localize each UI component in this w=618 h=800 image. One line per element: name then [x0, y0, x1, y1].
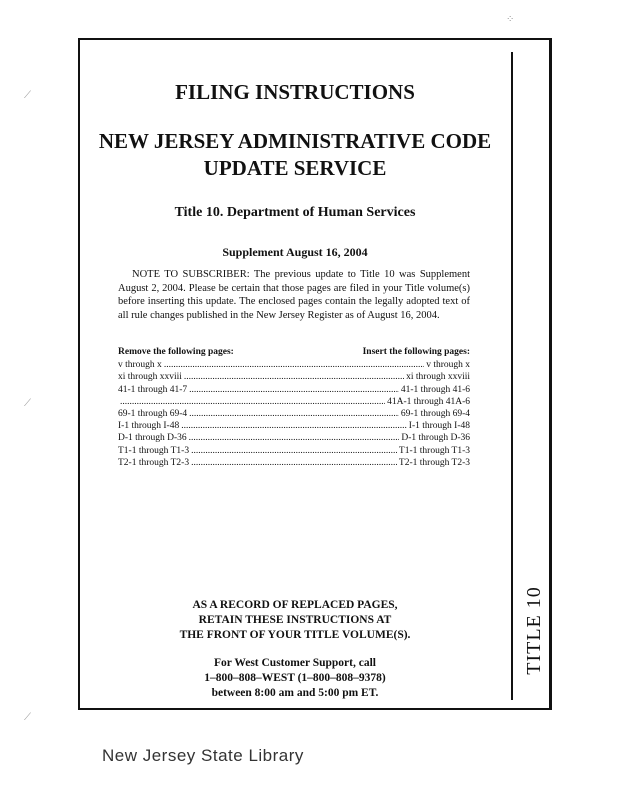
insert-pages: xi through xxviii — [406, 372, 470, 383]
insert-header: Insert the following pages: — [362, 347, 470, 357]
scan-speck-mark: ⟋ — [24, 398, 31, 409]
table-row — [118, 384, 470, 396]
scan-speck-mark: ⁘ — [506, 14, 515, 25]
table-row — [118, 420, 470, 432]
scan-speck-mark: ⟋ — [24, 90, 31, 101]
insert-pages: v through x — [426, 360, 470, 371]
insert-pages: 41A-1 through 41A-6 — [387, 396, 470, 407]
record-notice — [90, 598, 500, 643]
insert-pages: T1-1 through T1-3 — [398, 445, 470, 456]
table-row — [118, 445, 470, 457]
remove-pages: D-1 through D-36 — [118, 433, 187, 444]
insert-pages: T2-1 through T2-3 — [398, 457, 470, 468]
support-phone: 1–800–808–WEST (1–800–808–9378) — [204, 672, 386, 684]
table-row — [118, 457, 470, 469]
insert-pages: I-1 through I-48 — [408, 421, 470, 432]
title-line: Title 10. Department of Human Services — [174, 205, 416, 220]
title-tab — [516, 580, 552, 680]
scan-speck-mark: ⟋ — [24, 712, 31, 723]
remove-header: Remove the following pages: — [118, 347, 234, 357]
remove-pages: xi through xxviii — [118, 372, 182, 383]
table-row — [118, 359, 470, 371]
code-title-line2: UPDATE SERVICE — [203, 156, 387, 180]
table-row — [118, 396, 470, 408]
insert-pages: 69-1 through 69-4 — [400, 409, 470, 420]
record-line: RETAIN THESE INSTRUCTIONS AT — [198, 614, 392, 626]
record-line: AS A RECORD OF REPLACED PAGES, — [192, 599, 398, 611]
remove-pages: T2-1 through T2-3 — [118, 457, 190, 468]
insert-pages: 41-1 through 41-6 — [400, 384, 470, 395]
table-row — [118, 371, 470, 383]
insert-pages: D-1 through D-36 — [401, 433, 470, 444]
remove-pages: 41-1 through 41-7 — [118, 384, 188, 395]
remove-pages: v through x — [118, 360, 162, 371]
table-header — [118, 346, 470, 358]
subscriber-note: NOTE TO SUBSCRIBER: The previous update to Title 10 was Supplement August 2, 2004. Please be certain that those pages are filed in your Title volume(s) before inserting this update. The enclosed pages contain the legally adopted text of all rule changes published in the New Jersey Register as of August 16, 2004. — [118, 269, 470, 321]
tab-divider — [511, 52, 513, 700]
customer-support — [90, 656, 500, 701]
remove-pages: 69-1 through 69-4 — [118, 409, 188, 420]
supplement-date: Supplement August 16, 2004 — [222, 245, 368, 259]
remove-pages: I-1 through I-48 — [118, 421, 180, 432]
library-stamp: New Jersey State Library — [102, 746, 304, 765]
remove-pages: T1-1 through T1-3 — [118, 445, 190, 456]
title-tab-label: TITLE 10 — [522, 585, 545, 675]
table-row — [118, 408, 470, 420]
filing-instructions-heading: FILING INSTRUCTIONS — [175, 80, 415, 104]
code-title-line1: NEW JERSEY ADMINISTRATIVE CODE — [98, 129, 492, 153]
record-line: THE FRONT OF YOUR TITLE VOLUME(S). — [179, 629, 411, 641]
page-replacement-table — [118, 346, 470, 469]
support-line: For West Customer Support, call — [214, 657, 376, 669]
code-title — [90, 128, 500, 182]
support-hours: between 8:00 am and 5:00 pm ET. — [211, 687, 379, 699]
table-row — [118, 432, 470, 444]
